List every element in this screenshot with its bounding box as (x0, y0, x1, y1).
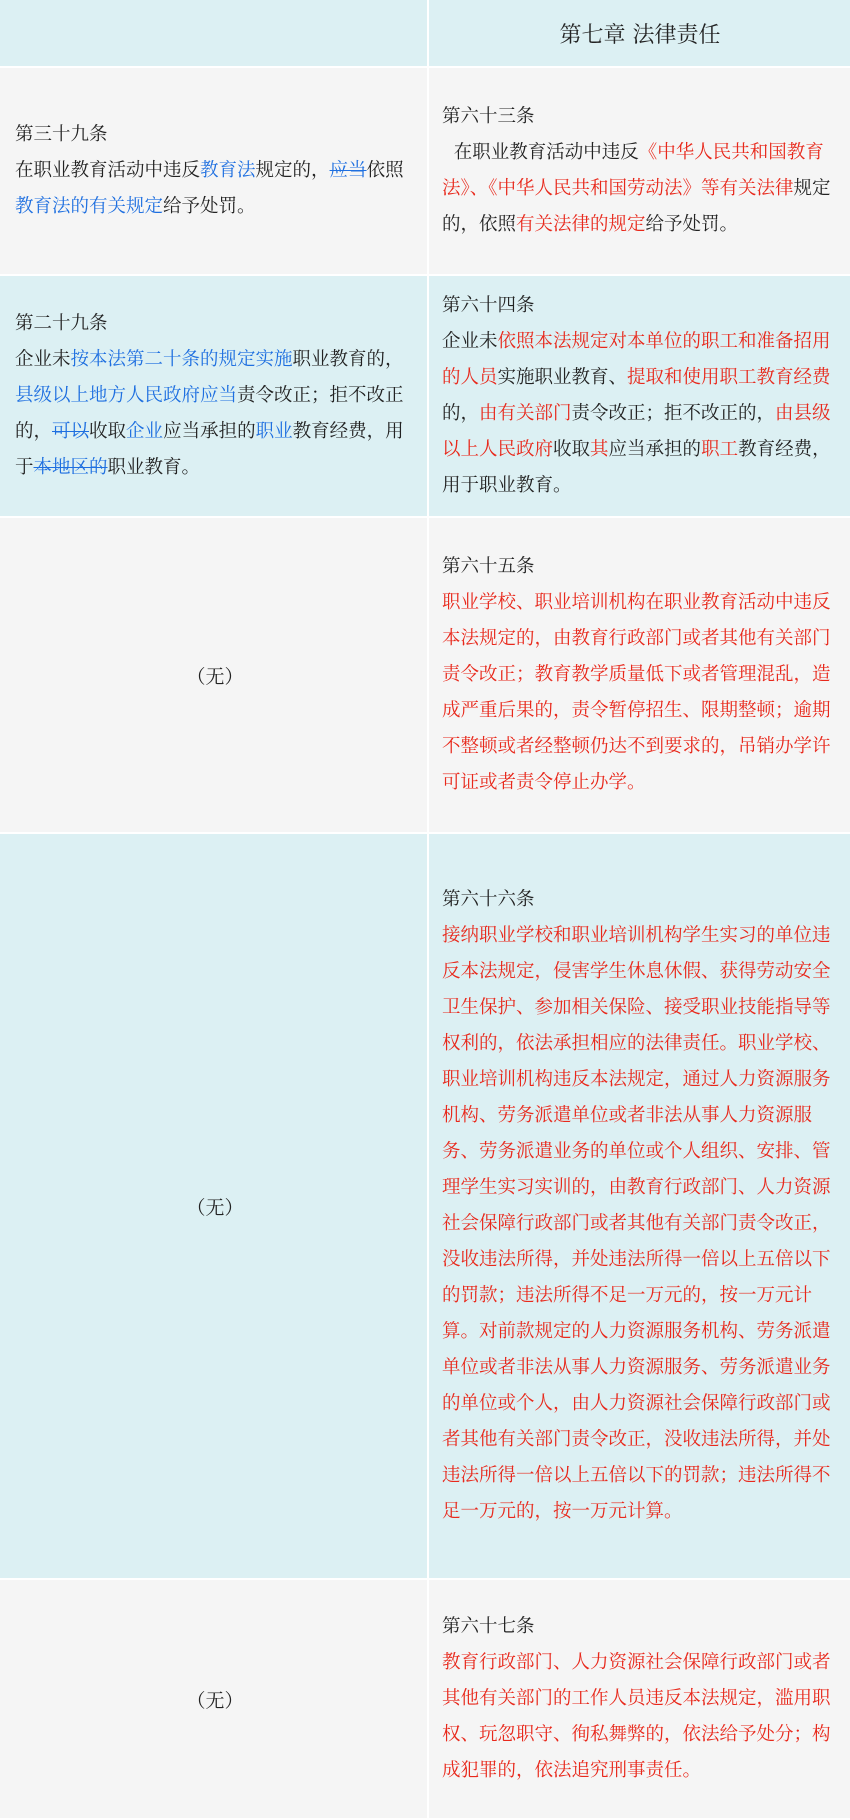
old-law-cell (0, 1579, 428, 1819)
highlighted-text-segment: 其 (590, 439, 609, 460)
old-law-cell (0, 67, 428, 275)
chapter-title: 第七章 法律责任 (559, 22, 721, 48)
old-article-text (15, 342, 415, 486)
table-row (0, 517, 850, 833)
highlighted-text-segment: 企业 (126, 421, 164, 442)
new-article-text (442, 324, 838, 504)
new-article-number: 第六十四条 (442, 295, 535, 316)
highlighted-text-segment: 有关法律的规定 (516, 214, 646, 235)
new-law-cell (428, 275, 850, 517)
highlighted-text-segment: 由县级以上人民政府 (442, 403, 831, 460)
old-law-cell (0, 275, 428, 517)
text-segment: 企业未 (15, 349, 71, 370)
text-segment: 实施职业教育、 (497, 367, 628, 388)
highlighted-text-segment: 县级以上地方人民政府应当 (15, 385, 238, 406)
deleted-text-segment: 可以 (52, 421, 90, 442)
highlighted-text-segment: 接纳职业学校和职业培训机构学生实习的单位违反本法规定，侵害学生休息休假、获得劳动安全卫生保护、参加相关保险、接受职业技能指导等权利的，依法承担相应的法律责任。职业学校、职业培训机构违反本法规定，通过人力资源服务机构、劳务派遣单位或者非法从事人力资源服务、劳务派遣业务的单位或个人组织、安排、管理学生实习实训的，由教育行政部门、人力资源社会保障行政部门或者其他有关部门责令改正，没收违法所得，并处违法所得一倍以上五倍以下的罚款；违法所得不足一万元的，按一万元计算。对前款规定的人力资源服务机构、劳务派遣单位或者非法从事人力资源服务、劳务派遣业务的单位或个人，由人力资源社会保障行政部门或者其他有关部门责令改正，没收违法所得，并处违法所得一倍以上五倍以下的罚款；违法所得不足一万元的，按一万元计算。 (442, 925, 831, 1522)
text-segment: 教育经费，用于职业教育。 (442, 439, 831, 496)
new-article-number: 第六十六条 (442, 889, 535, 910)
new-law-cell (428, 1579, 850, 1819)
text-segment: 职业教育的， (292, 349, 404, 370)
text-segment: 职业教育。 (107, 457, 201, 478)
old-law-cell (0, 833, 428, 1579)
none-placeholder: （无） (186, 665, 244, 688)
text-segment: 收取 (553, 439, 591, 460)
new-law-cell (428, 517, 850, 833)
new-article-text (442, 1645, 838, 1789)
text-segment: 责令改正；拒不改正的， (15, 385, 404, 442)
highlighted-text-segment: 职业 (255, 421, 293, 442)
new-law-cell (428, 833, 850, 1579)
text-segment: 规定的，依照 (442, 178, 831, 235)
old-article-number: 第三十九条 (15, 124, 108, 145)
new-article-number: 第六十五条 (442, 556, 535, 577)
table-header-row (0, 0, 850, 67)
text-segment: 责令改正；拒不改正的， (571, 403, 776, 424)
highlighted-text-segment: 按本法第二十条的规定实施 (70, 349, 293, 370)
highlighted-text-segment: 由有关部门 (479, 403, 572, 424)
new-article-number: 第六十七条 (442, 1616, 535, 1637)
new-article-text (442, 585, 838, 801)
new-article-text (442, 918, 838, 1530)
highlighted-text-segment: 教育法 (200, 160, 256, 181)
deleted-text-segment: 应当 (329, 160, 367, 181)
text-segment: 在职业教育活动中违反 (15, 160, 201, 181)
highlighted-text-segment: 教育法的有关规定 (15, 196, 164, 217)
header-left-cell (0, 0, 428, 67)
text-segment: 给予处罚。 (163, 196, 256, 217)
text-segment: 给予处罚。 (645, 214, 739, 235)
highlighted-text-segment: 依照本法规定对本单位的职工和准备招用的人员 (442, 331, 831, 388)
table-row (0, 833, 850, 1579)
highlighted-text-segment: 职工 (701, 439, 739, 460)
highlighted-text-segment: 《中华人民共和国教育法》、《中华人民共和国劳动法》等有关法律 (442, 142, 824, 199)
deleted-text-segment: 本地区的 (33, 457, 108, 478)
text-segment: 在职业教育活动中违反 (442, 142, 639, 163)
none-placeholder: （无） (186, 1689, 244, 1712)
highlighted-text-segment: 教育行政部门、人力资源社会保障行政部门或者其他有关部门的工作人员违反本法规定，滥用职权、玩忽职守、徇私舞弊的，依法给予处分；构成犯罪的，依法追究刑事责任。 (442, 1652, 831, 1781)
text-segment: 企业未 (442, 331, 498, 352)
table-row (0, 275, 850, 517)
highlighted-text-segment: 提取和使用职工教育经费 (627, 367, 831, 388)
text-segment: 规定的， (255, 160, 330, 181)
header-right-cell (428, 0, 850, 67)
none-placeholder: （无） (186, 1196, 244, 1219)
text-segment: 应当承担的 (608, 439, 702, 460)
new-article-text (442, 135, 838, 243)
table-row (0, 1579, 850, 1819)
text-segment: 收取 (89, 421, 127, 442)
new-law-cell (428, 67, 850, 275)
old-article-text (15, 153, 415, 225)
old-law-cell (0, 517, 428, 833)
old-article-number: 第二十九条 (15, 313, 108, 334)
table-row (0, 67, 850, 275)
new-article-number: 第六十三条 (442, 106, 535, 127)
text-segment: 应当承担的 (163, 421, 256, 442)
text-segment: 依照 (366, 160, 404, 181)
text-segment: 的， (442, 403, 480, 424)
highlighted-text-segment: 职业学校、职业培训机构在职业教育活动中违反本法规定的，由教育行政部门或者其他有关部门责令改正；教育教学质量低下或者管理混乱，造成严重后果的，责令暂停招生、限期整顿；逾期不整顿或者经整顿仍达不到要求的，吊销办学许可证或者责令停止办学。 (442, 592, 831, 793)
text-segment: 教育经费，用于 (15, 421, 404, 478)
